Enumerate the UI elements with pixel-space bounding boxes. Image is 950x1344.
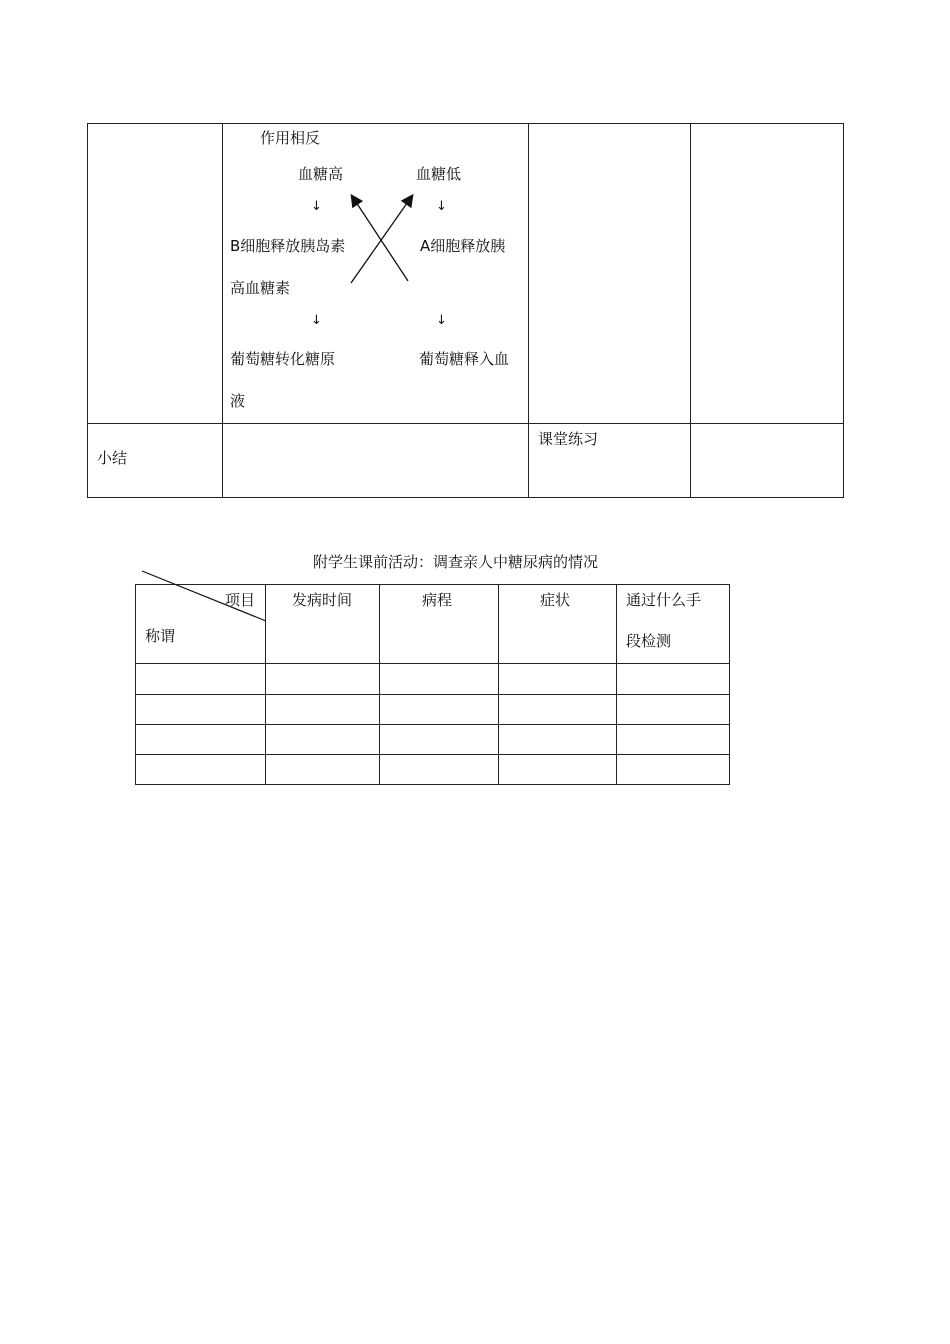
down-arrow-icon: ↓ (311, 313, 322, 328)
glucose-release-label: 葡萄糖释入血 (419, 350, 510, 368)
b-cell-insulin-label: B细胞释放胰岛素 (230, 237, 346, 255)
header-item-label: 项目 (225, 591, 256, 609)
classroom-practice-label: 课堂练习 (538, 430, 599, 448)
header-relation-label: 称谓 (145, 627, 176, 645)
column-course: 病程 (422, 591, 453, 609)
down-arrow-icon: ↓ (311, 199, 322, 214)
glucagon-label: 高血糖素 (230, 279, 291, 297)
blood-sugar-high-label: 血糖高 (298, 165, 344, 183)
summary-label: 小结 (97, 449, 128, 467)
column-onset-time: 发病时间 (292, 591, 353, 609)
column-symptoms: 症状 (540, 591, 571, 609)
blood-sugar-low-label: 血糖低 (416, 165, 462, 183)
diagram-heading: 作用相反 (260, 129, 321, 147)
a-cell-label: A细胞释放胰 (420, 237, 506, 255)
column-detection-method: 通过什么手 (626, 591, 702, 609)
down-arrow-icon: ↓ (436, 199, 447, 214)
survey-title: 附学生课前活动：调查亲人中糖尿病的情况 (313, 553, 599, 571)
glucose-to-glycogen-label-cont: 液 (230, 392, 246, 410)
column-detection-method-cont: 段检测 (626, 632, 672, 650)
down-arrow-icon: ↓ (436, 313, 447, 328)
glucose-to-glycogen-label: 葡萄糖转化糖原 (230, 350, 336, 368)
